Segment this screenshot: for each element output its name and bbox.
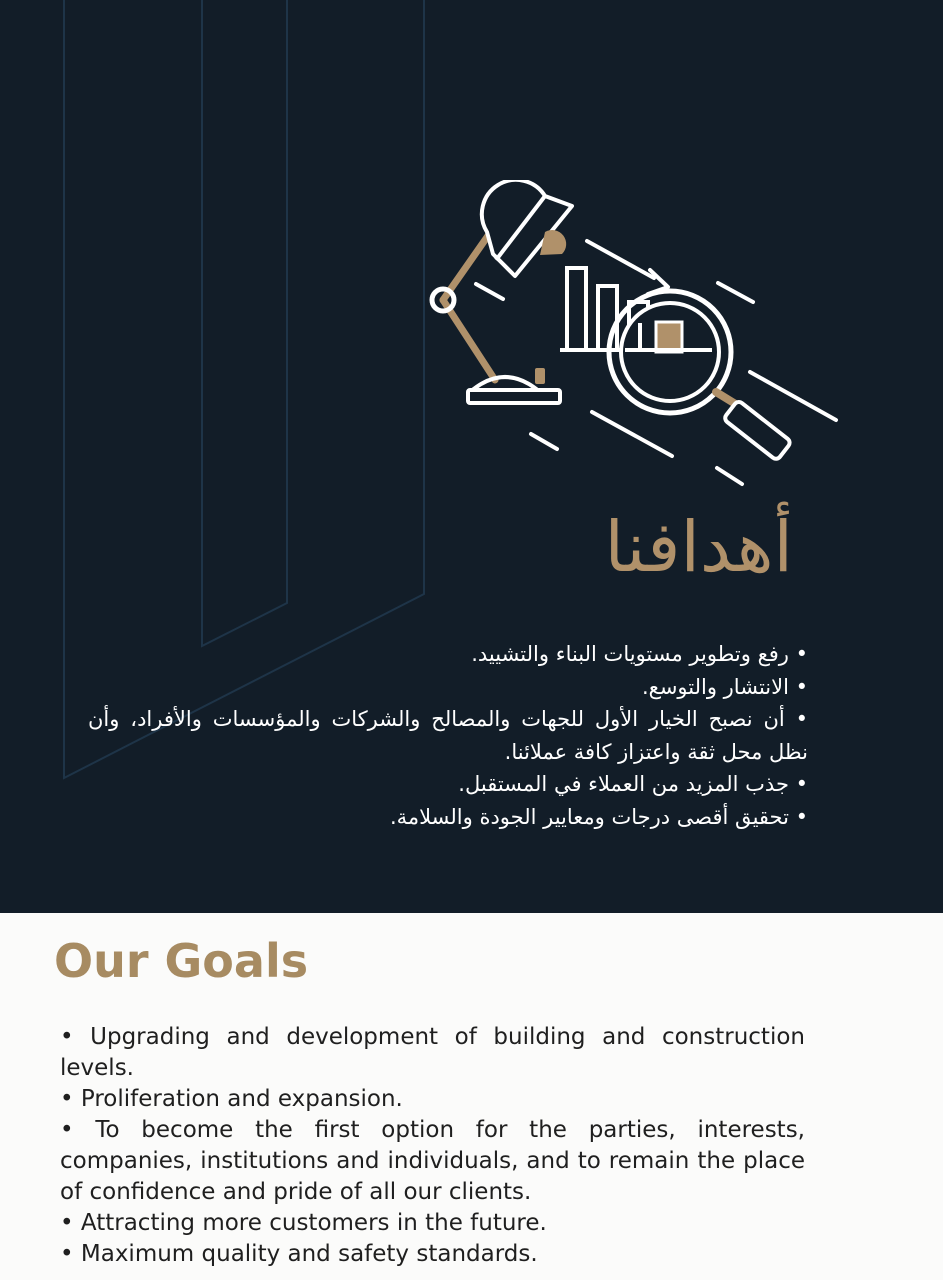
english-goal-item: • Proliferation and expansion. bbox=[60, 1086, 403, 1112]
arabic-goal-item: • جذب المزيد من العملاء في المستقبل. bbox=[458, 772, 808, 796]
english-title: Our Goals bbox=[54, 934, 309, 988]
arabic-goal-item: • تحقيق أقصى درجات ومعايير الجودة والسلامة. bbox=[389, 804, 808, 829]
arabic-goal-item: • الانتشار والتوسع. bbox=[641, 674, 808, 699]
english-goals-list bbox=[60, 1022, 805, 1270]
english-goal-item: • Maximum quality and safety standards. bbox=[60, 1241, 538, 1267]
english-goal-item: • Upgrading and development of building and construction levels. bbox=[60, 1024, 805, 1081]
arabic-title: أهدافنا bbox=[604, 506, 793, 588]
arabic-goals-list bbox=[88, 638, 808, 833]
english-goal-item: • To become the first option for the parties, interests, companies, institutions and individuals, and to remain the place of confidence and pride of all our clients. bbox=[60, 1117, 805, 1205]
english-goal-item: • Attracting more customers in the future. bbox=[60, 1210, 547, 1236]
arabic-goal-item: • رفع وتطوير مستويات البناء والتشييد. bbox=[471, 642, 808, 666]
arabic-goal-item: • أن نصبح الخيار الأول للجهات والمصالح والشركات والمؤسسات والأفراد، وأن نظل محل ثقة واعتزاز كافة عملائنا. bbox=[88, 707, 808, 764]
desk-lamp-magnifier-bar-chart-icon bbox=[420, 180, 850, 500]
